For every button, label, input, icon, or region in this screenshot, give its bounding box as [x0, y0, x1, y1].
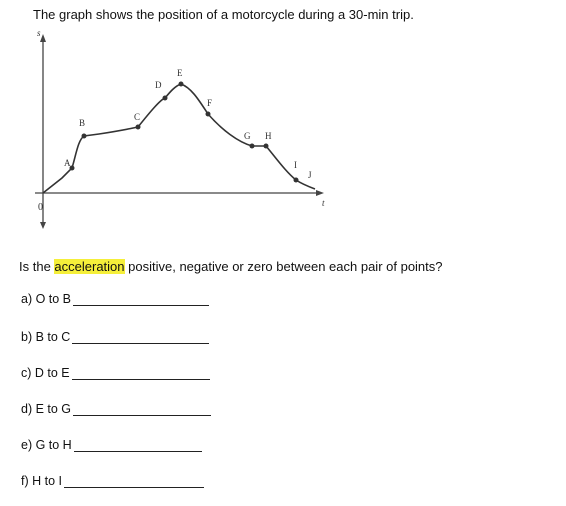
point-i-marker [294, 178, 299, 183]
answer-row-d [21, 402, 211, 416]
x-axis-arrow [316, 190, 324, 196]
point-h-label: H [265, 131, 272, 141]
answer-blank[interactable] [73, 293, 209, 306]
answer-label: a) O to B [21, 292, 72, 306]
answer-blank[interactable] [72, 331, 209, 344]
answer-row-c [21, 366, 210, 380]
x-axis-label: t [322, 198, 325, 208]
point-d-marker [163, 96, 168, 101]
problem-title: The graph shows the position of a motorcycle during a 30-min trip. [33, 7, 414, 22]
answer-label: e) G to H [21, 438, 72, 452]
answer-label: f) H to I [21, 474, 62, 488]
point-e-label: E [177, 68, 183, 78]
origin-label: 0 [38, 202, 43, 213]
point-i-label: I [294, 160, 297, 170]
answer-label: c) D to E [21, 366, 70, 380]
answer-row-f [21, 474, 204, 488]
point-f-label: F [207, 98, 213, 108]
point-d-label: D [155, 80, 162, 90]
point-j-label: J [308, 170, 312, 180]
answer-blank[interactable] [73, 403, 211, 416]
y-axis-down-arrow [40, 222, 46, 229]
answer-blank[interactable] [64, 475, 204, 488]
answer-blank[interactable] [74, 439, 202, 452]
y-axis-label: s [37, 28, 41, 38]
y-axis-arrow [40, 34, 46, 42]
answer-row-e [21, 438, 202, 452]
answer-blank[interactable] [72, 367, 210, 380]
point-g-label: G [244, 131, 251, 141]
point-b-label: B [79, 118, 86, 128]
point-f-marker [206, 112, 211, 117]
answer-label: b) B to C [21, 330, 71, 344]
point-c-label: C [134, 112, 141, 122]
point-g-marker [250, 144, 255, 149]
position-curve [43, 84, 315, 193]
point-e-marker [179, 82, 184, 87]
point-c-marker [136, 125, 141, 130]
question-text [19, 259, 443, 274]
point-a-label: A [64, 158, 71, 168]
answer-row-a [21, 292, 209, 306]
answer-row-b [21, 330, 209, 344]
answer-label: d) E to G [21, 402, 72, 416]
point-h-marker [264, 144, 269, 149]
position-time-graph [0, 0, 566, 240]
question-before: Is the [19, 259, 55, 274]
highlighted-word: acceleration [54, 259, 125, 274]
point-b-marker [82, 134, 87, 139]
question-after: positive, negative or zero between each pair of points? [124, 259, 443, 274]
